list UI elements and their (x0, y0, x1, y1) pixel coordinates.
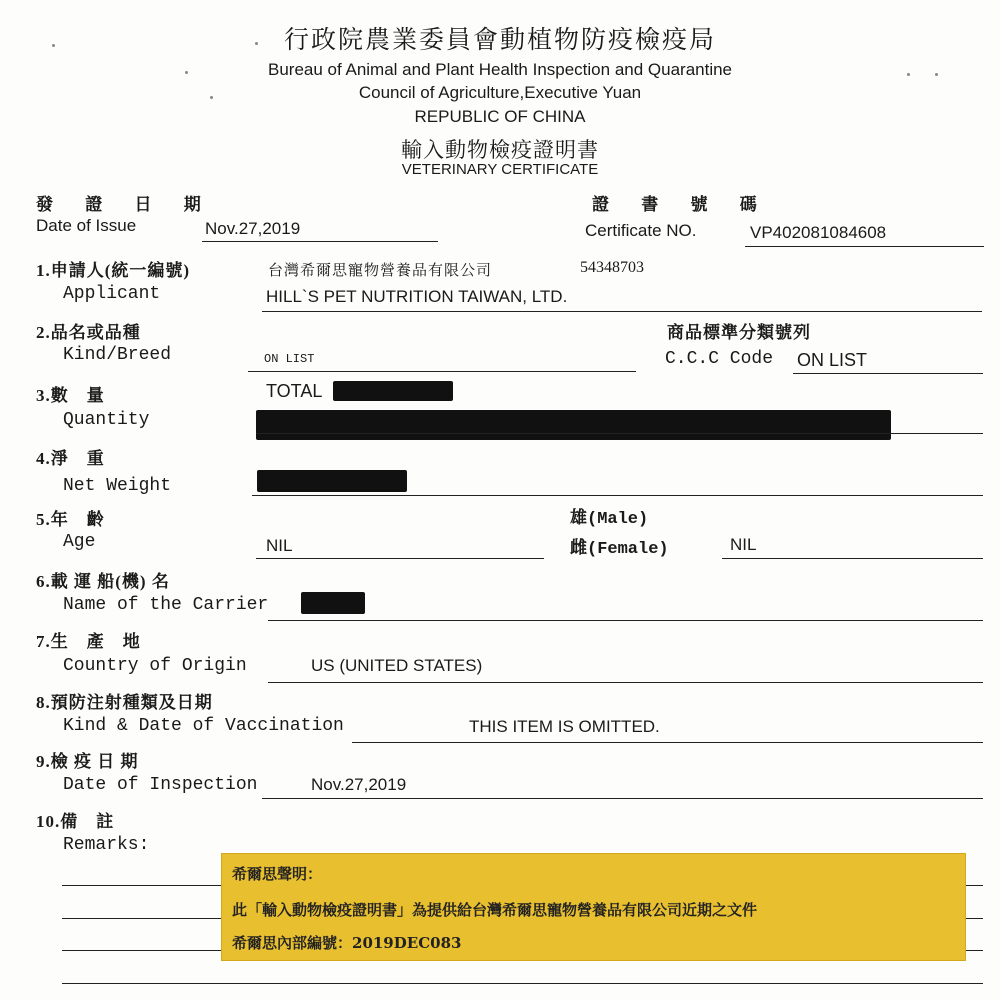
inspection-value: Nov.27,2019 (311, 775, 407, 794)
certificate-no-underline (745, 246, 984, 247)
net-weight-redaction (257, 470, 407, 492)
vaccination-label-cn: 8.預防注射種類及日期 (36, 693, 213, 712)
applicant-id: 54348703 (580, 259, 644, 276)
age-value: NIL (266, 536, 293, 555)
applicant-name-cn: 台灣希爾思寵物營養品有限公司 (268, 263, 493, 279)
origin-value: US (UNITED STATES) (311, 656, 483, 675)
kind-label-cn: 2.品名或品種 (36, 323, 141, 342)
origin-underline (268, 682, 983, 683)
age-label-cn: 5.年 齡 (36, 510, 105, 529)
age-label-en: Age (63, 532, 96, 552)
quantity-underline (256, 433, 983, 434)
council-name: Council of Agriculture,Executive Yuan (358, 83, 642, 102)
quantity-value: TOTAL (266, 381, 323, 401)
remarks-label-en: Remarks: (63, 835, 150, 855)
ccc-code-label-cn: 商品標準分類號列 (667, 323, 811, 342)
vaccination-value: THIS ITEM IS OMITTED. (469, 717, 660, 736)
issue-date-label-cn: 發 證 日 期 (36, 195, 215, 214)
sex-value: NIL (730, 535, 757, 554)
issue-date-value: Nov.27,2019 (205, 219, 301, 238)
carrier-label-cn: 6.載 運 船(機) 名 (36, 572, 170, 591)
applicant-underline (262, 311, 982, 312)
vaccination-label-en: Kind & Date of Vaccination (63, 716, 344, 736)
inspection-label-cn: 9.檢 疫 日 期 (36, 752, 139, 771)
doc-title-cn: 輸入動物檢疫證明書 (401, 138, 599, 162)
age-underline (256, 558, 544, 559)
applicant-label-en: Applicant (63, 284, 161, 304)
male-label: 雄(Male) (570, 510, 649, 529)
certificate-no-label-cn: 證 書 號 碼 (592, 195, 771, 214)
carrier-label-en: Name of the Carrier (63, 595, 269, 615)
statement-internal-number: 希爾思內部編號：2019DEC083 (232, 934, 462, 952)
remarks-line (62, 983, 983, 984)
doc-title-en: VETERINARY CERTIFICATE (401, 161, 599, 178)
net-weight-label-cn: 4.淨 重 (36, 449, 105, 468)
net-weight-underline (252, 495, 983, 496)
kind-underline (248, 371, 636, 372)
ccc-code-underline (793, 373, 983, 374)
ccc-code-label-en: C.C.C Code (665, 349, 774, 369)
applicant-label-cn: 1.申請人(統一編號) (36, 261, 191, 280)
origin-label-en: Country of Origin (63, 656, 247, 676)
agency-title-en: Bureau of Animal and Plant Health Inspection and Quarantine (267, 60, 733, 79)
female-label: 雌(Female) (570, 540, 669, 559)
quantity-label-cn: 3.數 量 (36, 386, 105, 405)
hills-statement-box (221, 853, 966, 961)
issue-date-underline (202, 241, 438, 242)
statement-body: 此「輸入動物檢疫證明書」為提供給台灣希爾思寵物營養品有限公司近期之文件 (232, 901, 758, 919)
net-weight-label-en: Net Weight (63, 476, 172, 496)
country-name: REPUBLIC OF CHINA (414, 107, 586, 126)
quantity-redaction-1 (333, 381, 453, 401)
origin-label-cn: 7.生 產 地 (36, 632, 141, 651)
certificate-no-value: VP402081084608 (750, 223, 887, 242)
kind-label-en: Kind/Breed (63, 345, 172, 365)
carrier-redaction (301, 592, 365, 614)
statement-heading: 希爾思聲明： (232, 865, 323, 883)
kind-value: ON LIST (264, 352, 315, 366)
applicant-name-en: HILL`S PET NUTRITION TAIWAN, LTD. (266, 287, 568, 306)
agency-title-cn: 行政院農業委員會動植物防疫檢疫局 (283, 27, 716, 54)
vaccination-underline (352, 742, 983, 743)
quantity-label-en: Quantity (63, 410, 150, 430)
sex-underline (722, 558, 983, 559)
quantity-redaction-2 (256, 410, 891, 440)
remarks-label-cn: 10.備 註 (36, 812, 115, 831)
certificate-no-label-en: Certificate NO. (585, 221, 697, 240)
ccc-code-value: ON LIST (797, 350, 868, 370)
carrier-underline (268, 620, 983, 621)
inspection-underline (262, 798, 983, 799)
issue-date-label-en: Date of Issue (36, 216, 137, 235)
inspection-label-en: Date of Inspection (63, 775, 258, 795)
